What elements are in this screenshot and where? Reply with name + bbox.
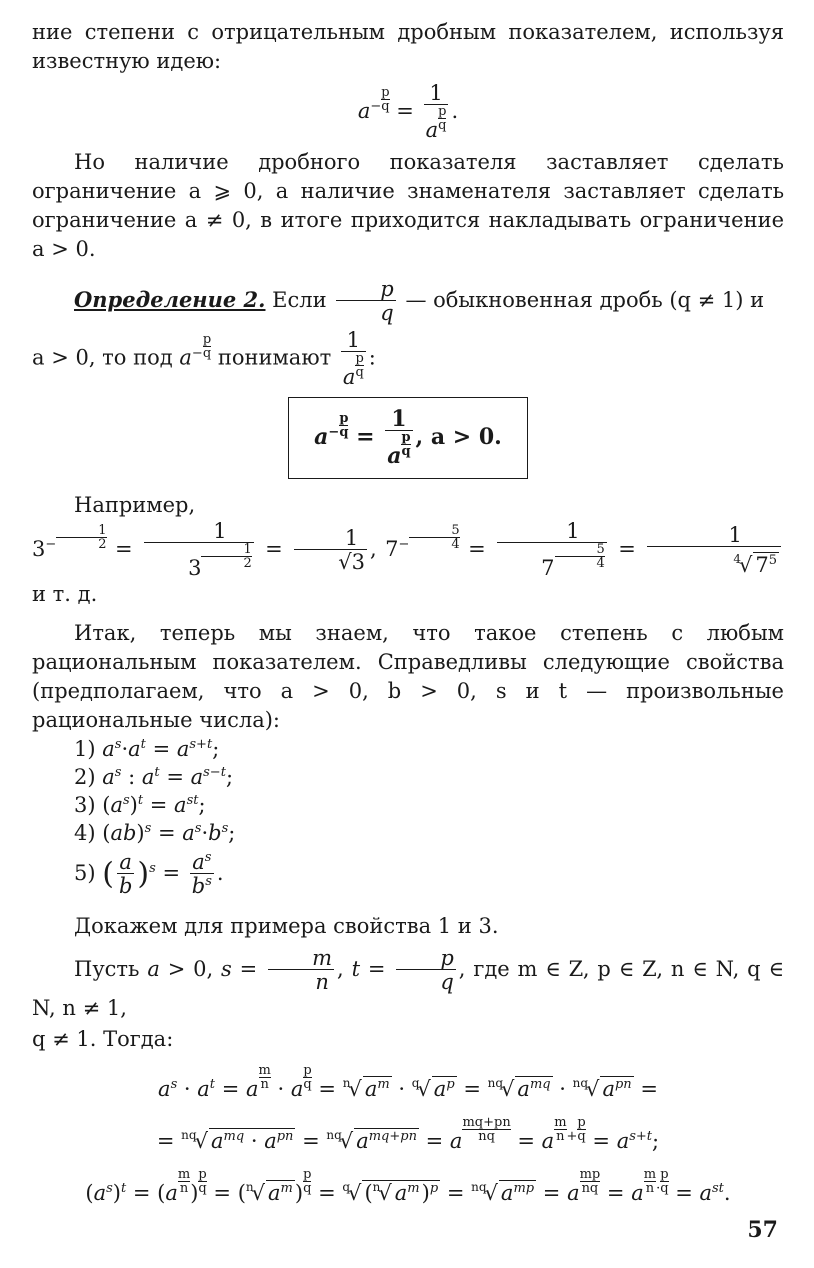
example-line: Например, $3^{- \frac{1}{2}}$ = 1 3 $^{\frac{1}{2}}$ = $\frac{1}{√3}$ , $7^{- \frac{5}{4}}$ = 1 7 $^{\frac{5}{4}}$ = $\frac{1}{^4√ 7^5}$ и т. д.	[32, 491, 784, 609]
page-number: 57	[747, 1217, 778, 1243]
paragraph-intro: ние степени с отрицательным дробным показателем, используя известную идею:	[32, 20, 784, 73]
definition-label: Определение 2.	[74, 287, 266, 312]
page	[32, 18, 784, 1214]
definition-2: Определение 2. Если $\frac{p}{q}$ — обыкновенная дробь (q ≠ 1) и	[74, 277, 765, 325]
property-2: 2) $a^s$ : $a^t = a^{s-t}$;	[74, 765, 234, 789]
paragraph-properties-intro: Итак, теперь мы знаем, что такое степень с любым рациональным показателем. Справедливы следующие свойства (предполагаем, что a > 0, b > 0, s и t — произвольные рациональные числа):	[32, 621, 784, 732]
property-3: 3) $(a^s)^t = a^{st}$;	[74, 793, 206, 817]
formula-negative-power: $a^{- \frac{p}{q}}$ = 1 a $^{\frac{p}{q}}$ .	[357, 81, 459, 142]
paragraph-prove: Докажем для примера свойства 1 и 3.	[74, 914, 499, 938]
property-4: 4) $(ab)^s = a^s\cdot b^s$;	[74, 821, 236, 845]
paragraph-let: Пусть a > 0, s = $\frac{m}{n}$ , t = $\frac{p}{q}$ , где m ∈ Z, p ∈ Z, n ∈ N, q ∈ N, n ≠ 1,	[32, 946, 784, 1020]
paragraph-then: q ≠ 1. Тогда:	[32, 1027, 174, 1051]
proof-line-1: $a^s \cdot a^t = a$ $^{\frac{m}{n}}$ · a $^{\frac{p}{q}}$ = $^n$√ $a^m \cdot ^q√$ $a^p = ^{nq}√$ $a^{mq} \cdot ^{nq}√$ $a^{pn}$ =	[158, 1063, 658, 1101]
proof-line-2: = $^{nq}$√ $a^{mq} \cdot a^{pn} = ^{nq}√$ $a^{mq+pn} = a$ $^{\frac{mq+pn}{nq}}$ = a $^{\frac{m}{n} + \frac{p}{q}}$ = $a^{s+t}$;	[156, 1115, 660, 1153]
property-5: 5) ( $\frac{a}{b}$ )$^s$ = $\frac{a^s}{b^s}$ .	[74, 850, 224, 898]
paragraph-restriction: Но наличие дробного показателя заставляет сделать ограничение a ⩾ 0, а наличие знаменателя заставляет сделать ограничение a ≠ 0, в итоге приходится накладывать ограничение a > 0.	[32, 150, 784, 261]
definition-2-cont: a > 0, то под $a^{- \frac{p}{q}}$ понимают 1 a $^{\frac{p}{q}}$ :	[32, 328, 376, 389]
property-1: 1) $a^s\cdot a^t = a^{s+t}$;	[74, 737, 220, 761]
properties-list	[32, 735, 784, 898]
boxed-formula: $a^{- \frac{p}{q}}$ = 1 a $^{\frac{p}{q}}$ , a > 0.	[288, 397, 528, 479]
proof-line-3: $(a^s)^t = (a$ $^{\frac{m}{n}}$ ) $^{\frac{p}{q}}$ = ($^n$√ $a^m$) $^{\frac{p}{q}}$ = $^q$√ ($^n$√ $a^m)^p = ^{nq}√$ $a^{mp} = a$ $^{\frac{mp}{nq}}$ = a $^{\frac{m}{n} \cdot \frac{p}{q}}$ = $a^{st}$.	[85, 1167, 731, 1205]
